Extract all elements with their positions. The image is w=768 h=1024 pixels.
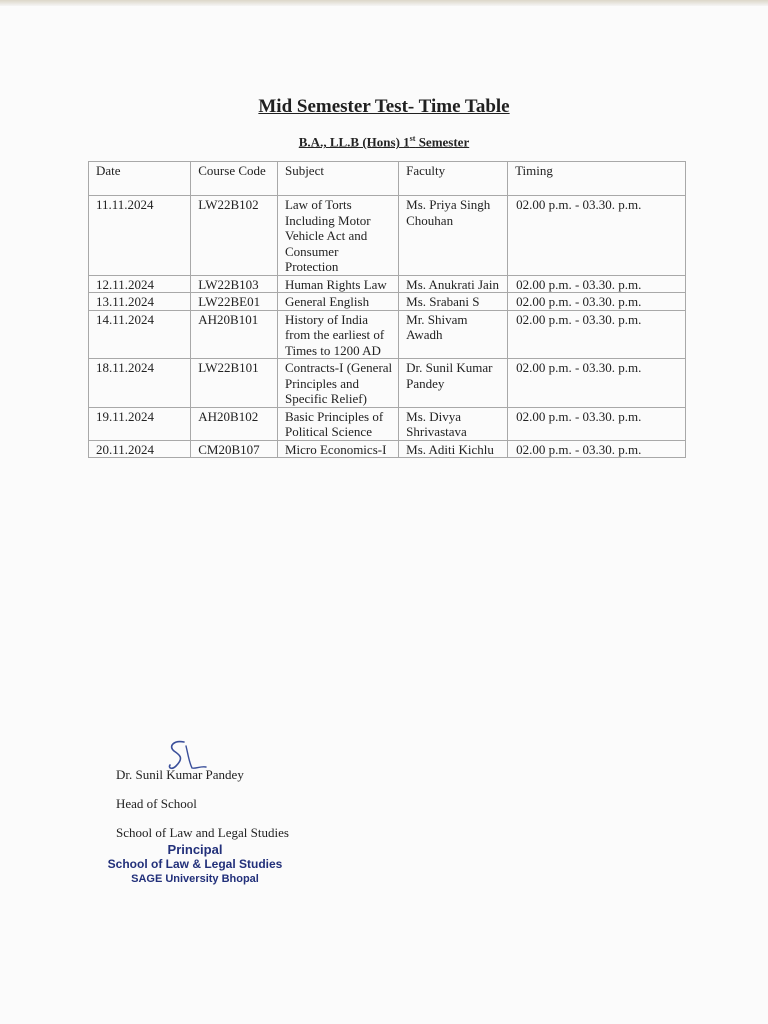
header-subject: Subject	[277, 162, 398, 196]
subtitle-prefix: B.A., LL.B (Hons) 1	[298, 134, 410, 150]
header-timing: Timing	[508, 162, 686, 196]
program-subtitle	[0, 134, 768, 150]
cell-date: 14.11.2024	[89, 310, 191, 359]
cell-course-code: LW22B101	[191, 359, 278, 408]
paper-edge	[0, 0, 768, 6]
table-row	[89, 293, 686, 311]
header-faculty: Faculty	[399, 162, 508, 196]
cell-faculty: Ms. Priya Singh Chouhan	[399, 196, 508, 276]
cell-subject: General English	[277, 293, 398, 311]
cell-timing: 02.00 p.m. - 03.30. p.m.	[508, 293, 686, 311]
cell-date: 18.11.2024	[89, 359, 191, 408]
timetable	[88, 161, 686, 458]
cell-subject: Law of Torts Including Motor Vehicle Act and Consumer Protection	[277, 196, 398, 276]
stamp-school: School of Law & Legal Studies	[107, 857, 283, 871]
signatory-department: School of Law and Legal Studies	[116, 825, 289, 840]
cell-timing: 02.00 p.m. - 03.30. p.m.	[508, 359, 686, 408]
cell-date: 13.11.2024	[89, 293, 191, 311]
official-stamp	[100, 842, 290, 887]
cell-faculty: Ms. Anukrati Jain	[399, 275, 508, 293]
stamp-title: Principal	[167, 842, 223, 857]
cell-subject: Basic Principles of Political Science	[277, 407, 398, 440]
table-header-row	[89, 162, 686, 196]
cell-course-code: CM20B107	[191, 440, 278, 458]
header-course-code: Course Code	[191, 162, 278, 196]
cell-subject: Contracts-I (General Principles and Specific Relief)	[277, 359, 398, 408]
cell-course-code: LW22B103	[191, 275, 278, 293]
cell-date: 12.11.2024	[89, 275, 191, 293]
cell-faculty: Ms. Srabani S	[399, 293, 508, 311]
stamp-university: SAGE University Bhopal	[131, 873, 259, 885]
header-date: Date	[89, 162, 191, 196]
table-row	[89, 359, 686, 408]
cell-course-code: AH20B102	[191, 407, 278, 440]
subtitle-ordinal: st	[409, 134, 416, 143]
cell-timing: 02.00 p.m. - 03.30. p.m.	[508, 275, 686, 293]
table-row	[89, 310, 686, 359]
cell-course-code: LW22B102	[191, 196, 278, 276]
table-row	[89, 440, 686, 458]
subtitle-suffix: Semester	[415, 134, 470, 150]
table-row	[89, 196, 686, 276]
cell-faculty: Ms. Divya Shrivastava	[399, 407, 508, 440]
cell-timing: 02.00 p.m. - 03.30. p.m.	[508, 310, 686, 359]
page-title: Mid Semester Test- Time Table	[258, 96, 510, 117]
cell-faculty: Mr. Shivam Awadh	[399, 310, 508, 359]
cell-faculty: Dr. Sunil Kumar Pandey	[399, 359, 508, 408]
cell-subject: History of India from the earliest of Times to 1200 AD	[277, 310, 398, 359]
cell-timing: 02.00 p.m. - 03.30. p.m.	[508, 440, 686, 458]
table-row	[89, 275, 686, 293]
signatory-name: Dr. Sunil Kumar Pandey	[116, 767, 244, 782]
cell-date: 11.11.2024	[89, 196, 191, 276]
cell-course-code: AH20B101	[191, 310, 278, 359]
table-row	[89, 407, 686, 440]
cell-faculty: Ms. Aditi Kichlu	[399, 440, 508, 458]
signatory-block	[116, 767, 289, 854]
cell-date: 19.11.2024	[89, 407, 191, 440]
cell-subject: Micro Economics-I	[277, 440, 398, 458]
cell-timing: 02.00 p.m. - 03.30. p.m.	[508, 196, 686, 276]
cell-course-code: LW22BE01	[191, 293, 278, 311]
signatory-designation: Head of School	[116, 796, 197, 811]
cell-timing: 02.00 p.m. - 03.30. p.m.	[508, 407, 686, 440]
cell-date: 20.11.2024	[89, 440, 191, 458]
cell-subject: Human Rights Law	[277, 275, 398, 293]
